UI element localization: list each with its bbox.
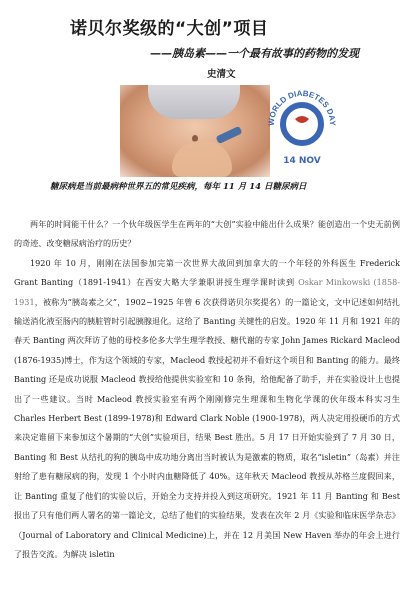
hand-shape <box>172 141 232 177</box>
paragraph-2 <box>14 254 400 565</box>
article-body <box>14 215 400 564</box>
insulin-pen-shape <box>216 126 243 144</box>
badge-text: WORLD DIABETES DAY <box>266 88 338 126</box>
paragraph-1: 两年的时间能干什么？一个伙年级医学生在两年的“大创”实验中能出什么成果？能创造出一个史无前例的奇迹、改变糖尿病治疗的历史？ <box>14 219 400 249</box>
world-diabetes-day-logo <box>262 88 342 172</box>
shirt-shape <box>148 85 240 119</box>
article-subtitle: ——胰岛素——一个最有故事的药物的发现 <box>150 47 359 60</box>
diabetes-photo <box>120 85 270 177</box>
diabetes-circle-icon <box>262 88 342 158</box>
paragraph-2-part-b: ，被称为“胰岛素之父”，1902~1925 年曾 6 次获得诺贝尔奖提名）的一篇论文，文中记述如何结扎输送消化液至肠内的胰脏管时引起胰腺退化。这给了 Banting 关键性的启发。1920 年 11 月和 1921 年的春天 Banting 两次拜访了他的母校多伦多大学生理学教授、糖代谢的专家 John James Rickard Macleod (1876-1935)博士，作为这个领域的专家，Macleod 教授起初并不看好这个项目和 Banting 的能力。最终 Banting 还是成功说服 Macleod 教授给他提供实验室和 10 条狗，给他配备了助手，并在实验设计上也提出了一些建议。当时 Macleod 教授实验室有两个刚刚修完生理课和生物化学课的伙年级本科实习生 Charles Herbert Best (1899-1978)和 Edward Clark Noble (1900-1978)，两人决定用投硬币的方式来决定谁留下来参加这个暑期的“大创”实验项目，结果 Best 胜出。5 月 17 日开始实验到了 7 月 30 日，Banting 和 Best 从结扎的狗的胰岛中成功地分离出当时被认为是激素的物质，取名“isletin”（岛素）并注射给了患有糖尿病的狗，发现 1 个小时内血糖降低了 40%。这年秋天 Macleod 教授从苏格兰度假回来，让 Banting 重复了他们的实验以后，开始全力支持并投入到这项研究。1921 年 11 月 Banting 和 Best 报出了只有他们两人署名的第一篇论文，总结了他们的实验结果，发表在次年 2 月《实验和临床医学杂志》（Journal of Laboratory and Clinical Medicine)上，并在 12 月美国 New Haven 举办的年会上进行了报告交流。为解决 isletin <box>14 296 400 559</box>
paragraph-2-part-a: 1920 年 10 月，刚刚在法国参加完第一次世界大战回到加拿大的一个年轻的外科医生 Frederick Grant Banting（1891-1941）在西安大略大学兼职讲授生理学课时读到 <box>14 257 400 288</box>
minkowski-name: Oskar Minkowski (1858-1931 <box>14 277 400 307</box>
article-author: 史清文 <box>207 69 236 80</box>
figure-caption: 糖尿病是当前最病种世界五的常见疾病，每年 11 月 14 日糖尿病日 <box>50 182 307 192</box>
badge-date: 14 NOV <box>283 156 321 166</box>
article-title: 诺贝尔奖级的“大创”项目 <box>70 19 269 39</box>
